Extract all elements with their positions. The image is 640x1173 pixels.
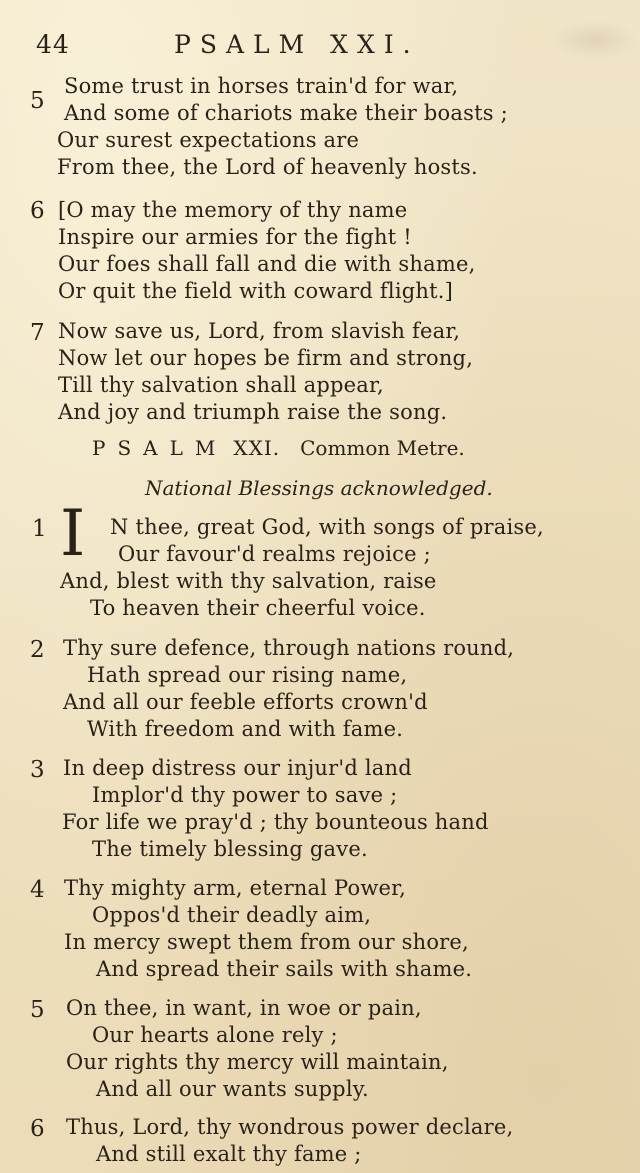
page-number: 44 — [36, 30, 70, 59]
verse-line: N thee, great God, with songs of praise, — [110, 515, 544, 539]
psalm-heading — [92, 436, 465, 460]
verse-line: [O may the memory of thy name — [58, 198, 408, 222]
verse-line: With freedom and with fame. — [87, 717, 404, 741]
verse-line: Some trust in horses train'd for war, — [64, 74, 459, 98]
running-title: PSALM XXI. — [174, 30, 420, 59]
verse-line: In deep distress our injur'd land — [63, 756, 412, 780]
verse-line: And all our wants supply. — [96, 1077, 369, 1101]
verse-line: Our favour'd realms rejoice ; — [118, 542, 431, 566]
verse-line: For life we pray'd ; thy bounteous hand — [62, 810, 489, 834]
verse-line: And joy and triumph raise the song. — [58, 400, 448, 424]
verse-line: The timely blessing gave. — [92, 837, 368, 861]
drop-cap: I — [60, 497, 86, 571]
verse-line: Thy sure defence, through nations round, — [63, 636, 515, 660]
verse-line: And, blest with thy salvation, raise — [60, 569, 437, 593]
verse-line: Inspire our armies for the fight ! — [58, 225, 412, 249]
verse-line: Thus, Lord, thy wondrous power declare, — [66, 1115, 514, 1139]
verse-line: In mercy swept them from our shore, — [64, 930, 469, 954]
verse-line: And still exalt thy fame ; — [96, 1142, 362, 1166]
verse-line: Hath spread our rising name, — [87, 663, 408, 687]
verse-line: Or quit the field with coward flight.] — [58, 279, 454, 303]
verse-line: Till thy salvation shall appear, — [58, 373, 384, 397]
verse-line: Thy mighty arm, eternal Power, — [64, 876, 406, 900]
psalm-number: XXI. — [233, 436, 281, 460]
verse-number: 1 — [32, 516, 47, 542]
verse-line: And all our feeble efforts crown'd — [63, 690, 428, 714]
verse-line: From thee, the Lord of heavenly hosts. — [57, 155, 478, 179]
verse-number: 5 — [30, 88, 45, 114]
verse-line: Now save us, Lord, from slavish fear, — [58, 319, 461, 343]
verse-number: 3 — [30, 757, 45, 783]
verse-line: Our rights thy mercy will maintain, — [66, 1050, 449, 1074]
verse-line: Now let our hopes be firm and strong, — [58, 346, 474, 370]
verse-line: Our foes shall fall and die with shame, — [58, 252, 476, 276]
verse-number: 6 — [30, 1116, 45, 1142]
verse-line: On thee, in want, in woe or pain, — [66, 996, 422, 1020]
verse-number: 2 — [30, 637, 45, 663]
running-head — [36, 26, 596, 66]
verse-number: 4 — [30, 877, 45, 903]
verse-line: And spread their sails with shame. — [96, 957, 473, 981]
psalm-metre: Common Metre. — [300, 436, 465, 460]
psalm-subtitle: National Blessings acknowledged. — [145, 476, 493, 500]
psalm-word: PSALM — [92, 436, 228, 460]
verse-line: And some of chariots make their boasts ; — [64, 101, 508, 125]
verse-line: Our hearts alone rely ; — [92, 1023, 338, 1047]
verse-line: Our surest expectations are — [57, 128, 360, 152]
verse-line: To heaven their cheerful voice. — [90, 596, 426, 620]
verse-line: Oppos'd their deadly aim, — [92, 903, 372, 927]
verse-number: 5 — [30, 997, 45, 1023]
verse-number: 7 — [30, 320, 45, 346]
verse-number: 6 — [30, 198, 45, 224]
verse-line: Implor'd thy power to save ; — [92, 783, 398, 807]
